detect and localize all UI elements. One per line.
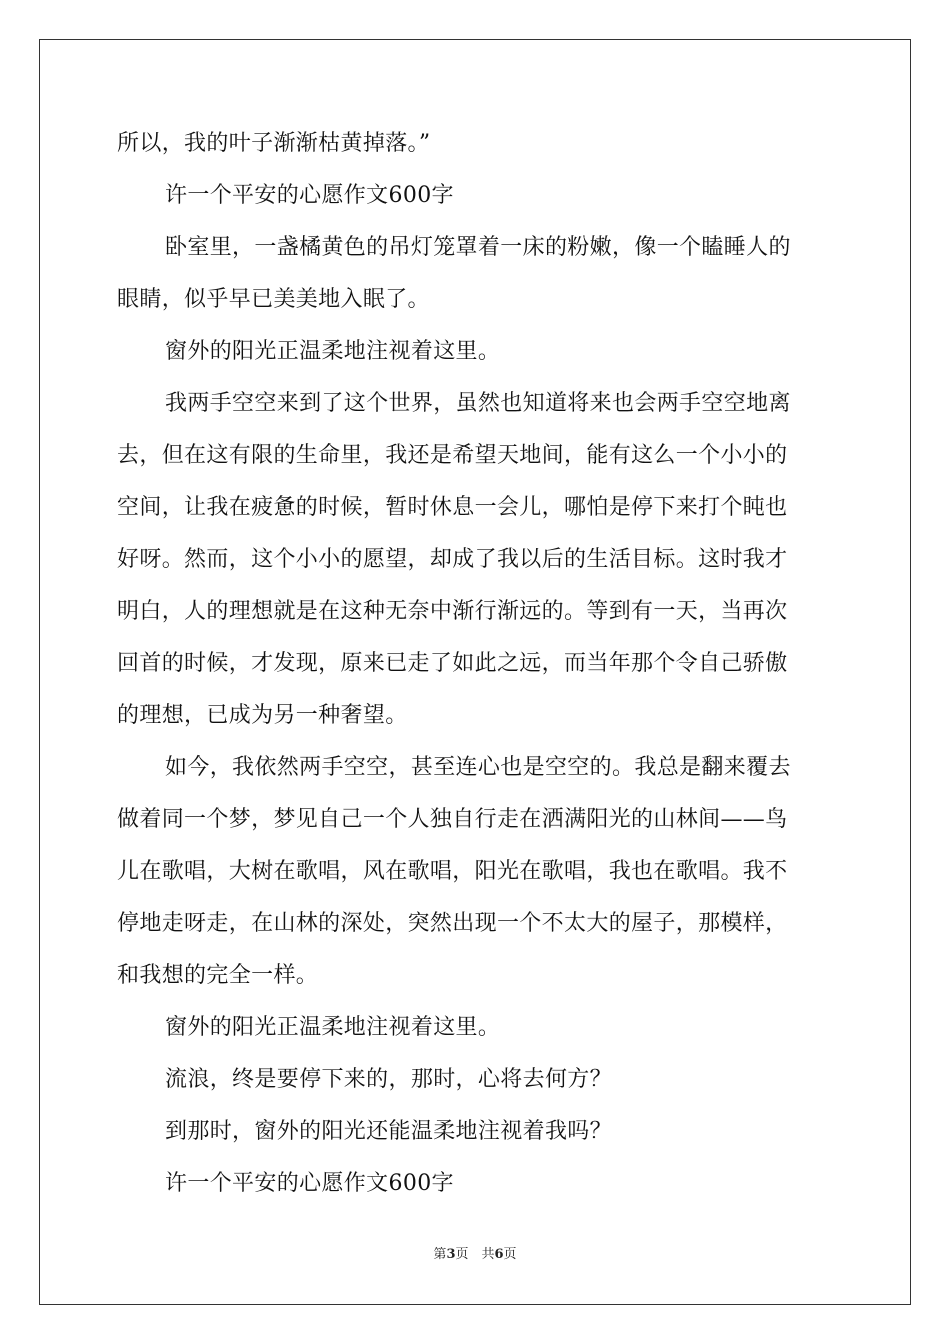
text-line: 我两手空空来到了这个世界，虽然也知道将来也会两手空空地离: [165, 391, 791, 416]
text-line: 明白，人的理想就是在这种无奈中渐行渐远的。等到有一天，当再次: [117, 599, 788, 624]
text-line: 到那时，窗外的阳光还能温柔地注视着我吗？: [165, 1119, 613, 1144]
page-label-suffix: 页: [503, 1247, 517, 1262]
page-total: 6: [494, 1247, 504, 1262]
text-line: 的理想，已成为另一种奢望。: [117, 703, 408, 728]
text-line: 窗外的阳光正温柔地注视着这里。: [165, 339, 501, 364]
text-line: 空间，让我在疲惫的时候，暂时休息一会儿，哪怕是停下来打个盹也: [117, 495, 788, 520]
text-line: 儿在歌唱，大树在歌唱，风在歌唱，阳光在歌唱，我也在歌唱。我不: [117, 859, 788, 884]
text-line: 眼睛，似乎早已美美地入眠了。: [117, 287, 430, 312]
text-line: 回首的时候，才发现，原来已走了如此之远，而当年那个令自己骄傲: [117, 651, 788, 676]
text-line: 如今，我依然两手空空，甚至连心也是空空的。我总是翻来覆去: [165, 755, 791, 780]
text-line: 去，但在这有限的生命里，我还是希望天地间，能有这么一个小小的: [117, 443, 788, 468]
text-line: 停地走呀走，在山林的深处，突然出现一个不太大的屋子，那模样，: [117, 911, 788, 936]
text-line: 做着同一个梦，梦见自己一个人独自行走在洒满阳光的山林间——鸟: [117, 807, 788, 832]
page-footer: [0, 1246, 950, 1264]
text-line: 流浪，终是要停下来的，那时，心将去何方？: [165, 1067, 613, 1092]
page-current: 3: [446, 1247, 456, 1262]
text-line: 窗外的阳光正温柔地注视着这里。: [165, 1015, 501, 1040]
text-line: 卧室里，一盏橘黄色的吊灯笼罩着一床的粉嫩，像一个瞌睡人的: [165, 235, 791, 260]
section-title: 许一个平安的心愿作文600字: [165, 183, 454, 208]
page-label-prefix: 第: [433, 1247, 447, 1262]
text-line: 所以，我的叶子渐渐枯黄掉落。”: [117, 131, 431, 156]
page-label-mid: 页 共: [455, 1247, 495, 1262]
text-line: 好呀。然而，这个小小的愿望，却成了我以后的生活目标。这时我才: [117, 547, 788, 572]
section-title: 许一个平安的心愿作文600字: [165, 1171, 454, 1196]
text-line: 和我想的完全一样。: [117, 963, 319, 988]
